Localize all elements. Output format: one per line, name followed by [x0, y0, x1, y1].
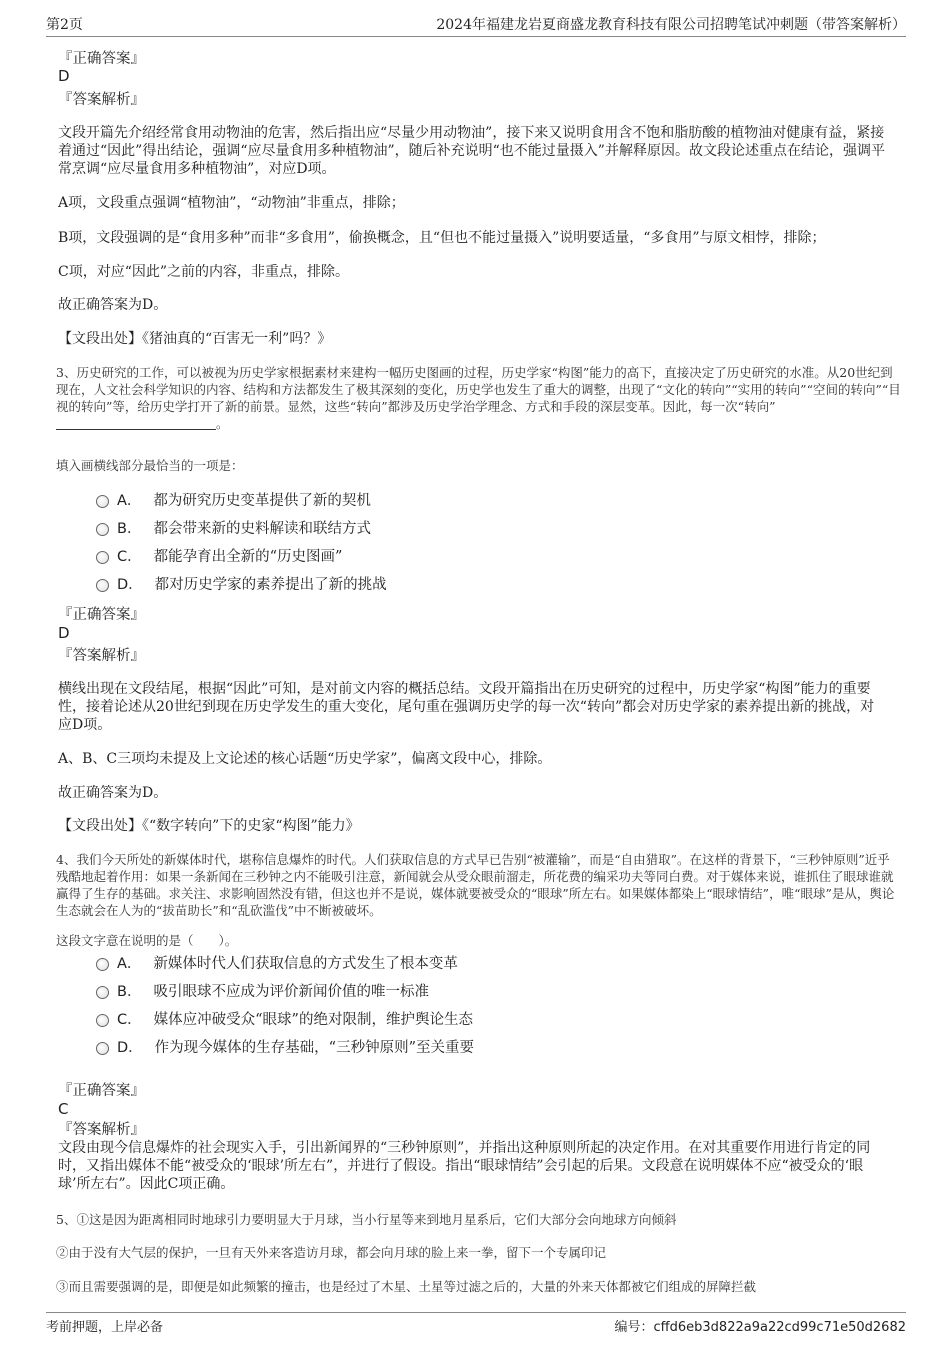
analysis-paragraph: 文段开篇先介绍经常食用动物油的危害，然后指出应“尽量少用动物油”，接下来又说明食用含不饱和脂肪酸的植物油对健康有益，紧接着通过“因此”得出结论，强调“应尽量食用多种植物油”，随后补充说明“也不能过量摄入”并解释原因。故文段论述重点在结论，强调平常烹调“应尽量食用多种植物油”，对应D项。 [58, 125, 885, 177]
code-value: cffd6eb3d822a9a22cd99c71e50d2682 [653, 1320, 906, 1335]
radio-icon[interactable] [96, 986, 109, 999]
option-key: B． [117, 984, 142, 1000]
source-citation: 【文段出处】《猪油真的“百害无一利”吗？》 [58, 331, 332, 347]
option-key: D． [117, 1040, 143, 1056]
question-3-text: 3、历史研究的工作，可以被视为历史学家根据素材来建构一幅历史图画的过程，历史学家“构图”能力的高下，直接决定了历史研究的水准。从20世纪到现在，人文社会科学知识的内容、结构和方法都发生了极其深刻的变化，历史学也发生了重大的调整，出现了“文化的转向”“实用的转向”“空间的转向”“目视的转向”等，给历史学打开了新的前景。显然，这些“转向”都涉及历史学治学理念、方式和手段的深层变革。因此，每一次“转向” [56, 365, 901, 414]
option-d[interactable] [96, 1039, 474, 1057]
answer-label: 『正确答案』 [58, 1083, 145, 1099]
option-text: 新媒体时代人们获取信息的方式发生了根本变革 [153, 956, 458, 972]
page-number: 第2页 [46, 17, 83, 33]
option-key: A． [117, 493, 142, 509]
answer-value: D [58, 624, 70, 642]
question-4-prompt: 这段文字意在说明的是（ ）。 [56, 933, 238, 948]
option-text: 作为现今媒体的生存基础，“三秒钟原则”至关重要 [154, 1040, 474, 1056]
radio-icon[interactable] [96, 523, 109, 536]
conclusion: 故正确答案为D。 [58, 785, 168, 801]
option-a[interactable] [96, 955, 458, 973]
option-text: 都为研究历史变革提供了新的契机 [153, 493, 371, 509]
question-3-stem [56, 364, 901, 432]
option-key: D． [117, 577, 143, 593]
analysis-label: 『答案解析』 [58, 92, 145, 108]
option-c[interactable] [96, 1011, 473, 1029]
option-b[interactable] [96, 520, 371, 538]
option-a[interactable] [96, 492, 371, 510]
question-3-prompt: 填入画横线部分最恰当的一项是： [56, 458, 244, 473]
radio-icon[interactable] [96, 579, 109, 592]
question-5-line-3: ③而且需要强调的是，即便是如此频繁的撞击，也是经过了木星、土星等过滤之后的，大量的外来天体都被它们组成的屏障拦截 [56, 1279, 757, 1294]
option-key: B． [117, 521, 142, 537]
option-text: 都能孕育出全新的“历史图画” [153, 549, 343, 565]
answer-label: 『正确答案』 [58, 51, 145, 67]
analysis-label: 『答案解析』 [58, 1122, 145, 1138]
radio-icon[interactable] [96, 1014, 109, 1027]
analysis-option-a: A项，文段重点强调“植物油”，“动物油”非重点，排除； [58, 195, 405, 211]
option-key: A． [117, 956, 142, 972]
analysis-paragraph: 横线出现在文段结尾，根据“因此”可知，是对前文内容的概括总结。文段开篇指出在历史研究的过程中，历史学家“构图”能力的重要性，接着论述从20世纪到现在历史学发生的重大变化，尾句重在强调历史学的每一次“转向”都会对历史学家的素养提出新的挑战，对应D项。 [58, 681, 875, 733]
answer-value: D [58, 67, 70, 85]
option-text: 都对历史学家的素养提出了新的挑战 [154, 577, 387, 593]
radio-icon[interactable] [96, 1042, 109, 1055]
analysis-paragraph: 文段由现今信息爆炸的社会现实入手，引出新闻界的“三秒钟原则”，并指出这种原则所起的决定作用。在对其重要作用进行肯定的同时，又指出媒体不能“被受众的‘眼球’所左右”，并进行了假设。指出“眼球情结”会引起的后果。文段意在说明媒体不应“被受众的‘眼球’所左右”。因此C项正确。 [58, 1140, 871, 1192]
code-label: 编号： [614, 1320, 654, 1335]
option-text: 吸引眼球不应成为评价新闻价值的唯一标准 [153, 984, 429, 1000]
analysis-paragraph-2: A、B、C三项均未提及上文论述的核心话题“历史学家”，偏离文段中心，排除。 [58, 751, 552, 767]
document-code [615, 1316, 906, 1335]
radio-icon[interactable] [96, 958, 109, 971]
option-text: 媒体应冲破受众“眼球”的绝对限制，维护舆论生态 [153, 1012, 473, 1028]
option-key: C． [117, 1012, 142, 1028]
fill-blank [56, 415, 216, 430]
question-4-stem: 4、我们今天所处的新媒体时代，堪称信息爆炸的时代。人们获取信息的方式早已告别“被灌输”，而是“自由猎取”。在这样的背景下，“三秒钟原则”近乎残酷地起着作用：如果一条新闻在三秒钟之内不能吸引注意，新闻就会从受众眼前溜走，所花费的编采功夫等同白费。对于媒体来说，谁抓住了眼球谁就赢得了生存的基础。求关注、求影响固然没有错，但这也并不是说，媒体就要被受众的“眼球”所左右。如果媒体都染上“眼球情结”，唯“眼球”是从，舆论生态就会在人为的“拔苗助长”和“乱砍滥伐”中不断被破坏。 [56, 852, 895, 918]
option-text: 都会带来新的史料解读和联结方式 [153, 521, 371, 537]
radio-icon[interactable] [96, 495, 109, 508]
answer-value: C [58, 1100, 69, 1118]
radio-icon[interactable] [96, 551, 109, 564]
question-5-line-2: ②由于没有大气层的保护，一旦有天外来客造访月球，都会向月球的脸上来一拳，留下一个专属印记 [56, 1245, 607, 1260]
question-5-line-1: 5、①这是因为距离相同时地球引力要明显大于月球，当小行星等来到地月星系后，它们大部分会向地球方向倾斜 [56, 1212, 677, 1227]
question-3-end: 。 [216, 416, 229, 431]
option-key: C． [117, 549, 142, 565]
analysis-option-c: C项，对应“因此”之前的内容，非重点，排除。 [58, 264, 350, 280]
option-c[interactable] [96, 548, 342, 566]
source-citation: 【文段出处】《“数字转向”下的史家“构图”能力》 [58, 818, 360, 834]
footer-slogan: 考前押题，上岸必备 [46, 1320, 164, 1335]
analysis-label: 『答案解析』 [58, 648, 145, 664]
page-header [46, 14, 906, 37]
document-title: 2024年福建龙岩夏商盛龙教育科技有限公司招聘笔试冲刺题（带答案解析） [436, 17, 906, 33]
answer-label: 『正确答案』 [58, 607, 145, 623]
option-d[interactable] [96, 576, 387, 594]
conclusion: 故正确答案为D。 [58, 297, 168, 313]
analysis-option-b: B项，文段强调的是“食用多种”而非“多食用”，偷换概念，且“但也不能过量摄入”说明要适量，“多食用”与原文相悖，排除； [58, 230, 826, 246]
page-footer [46, 1312, 906, 1338]
option-b[interactable] [96, 983, 429, 1001]
